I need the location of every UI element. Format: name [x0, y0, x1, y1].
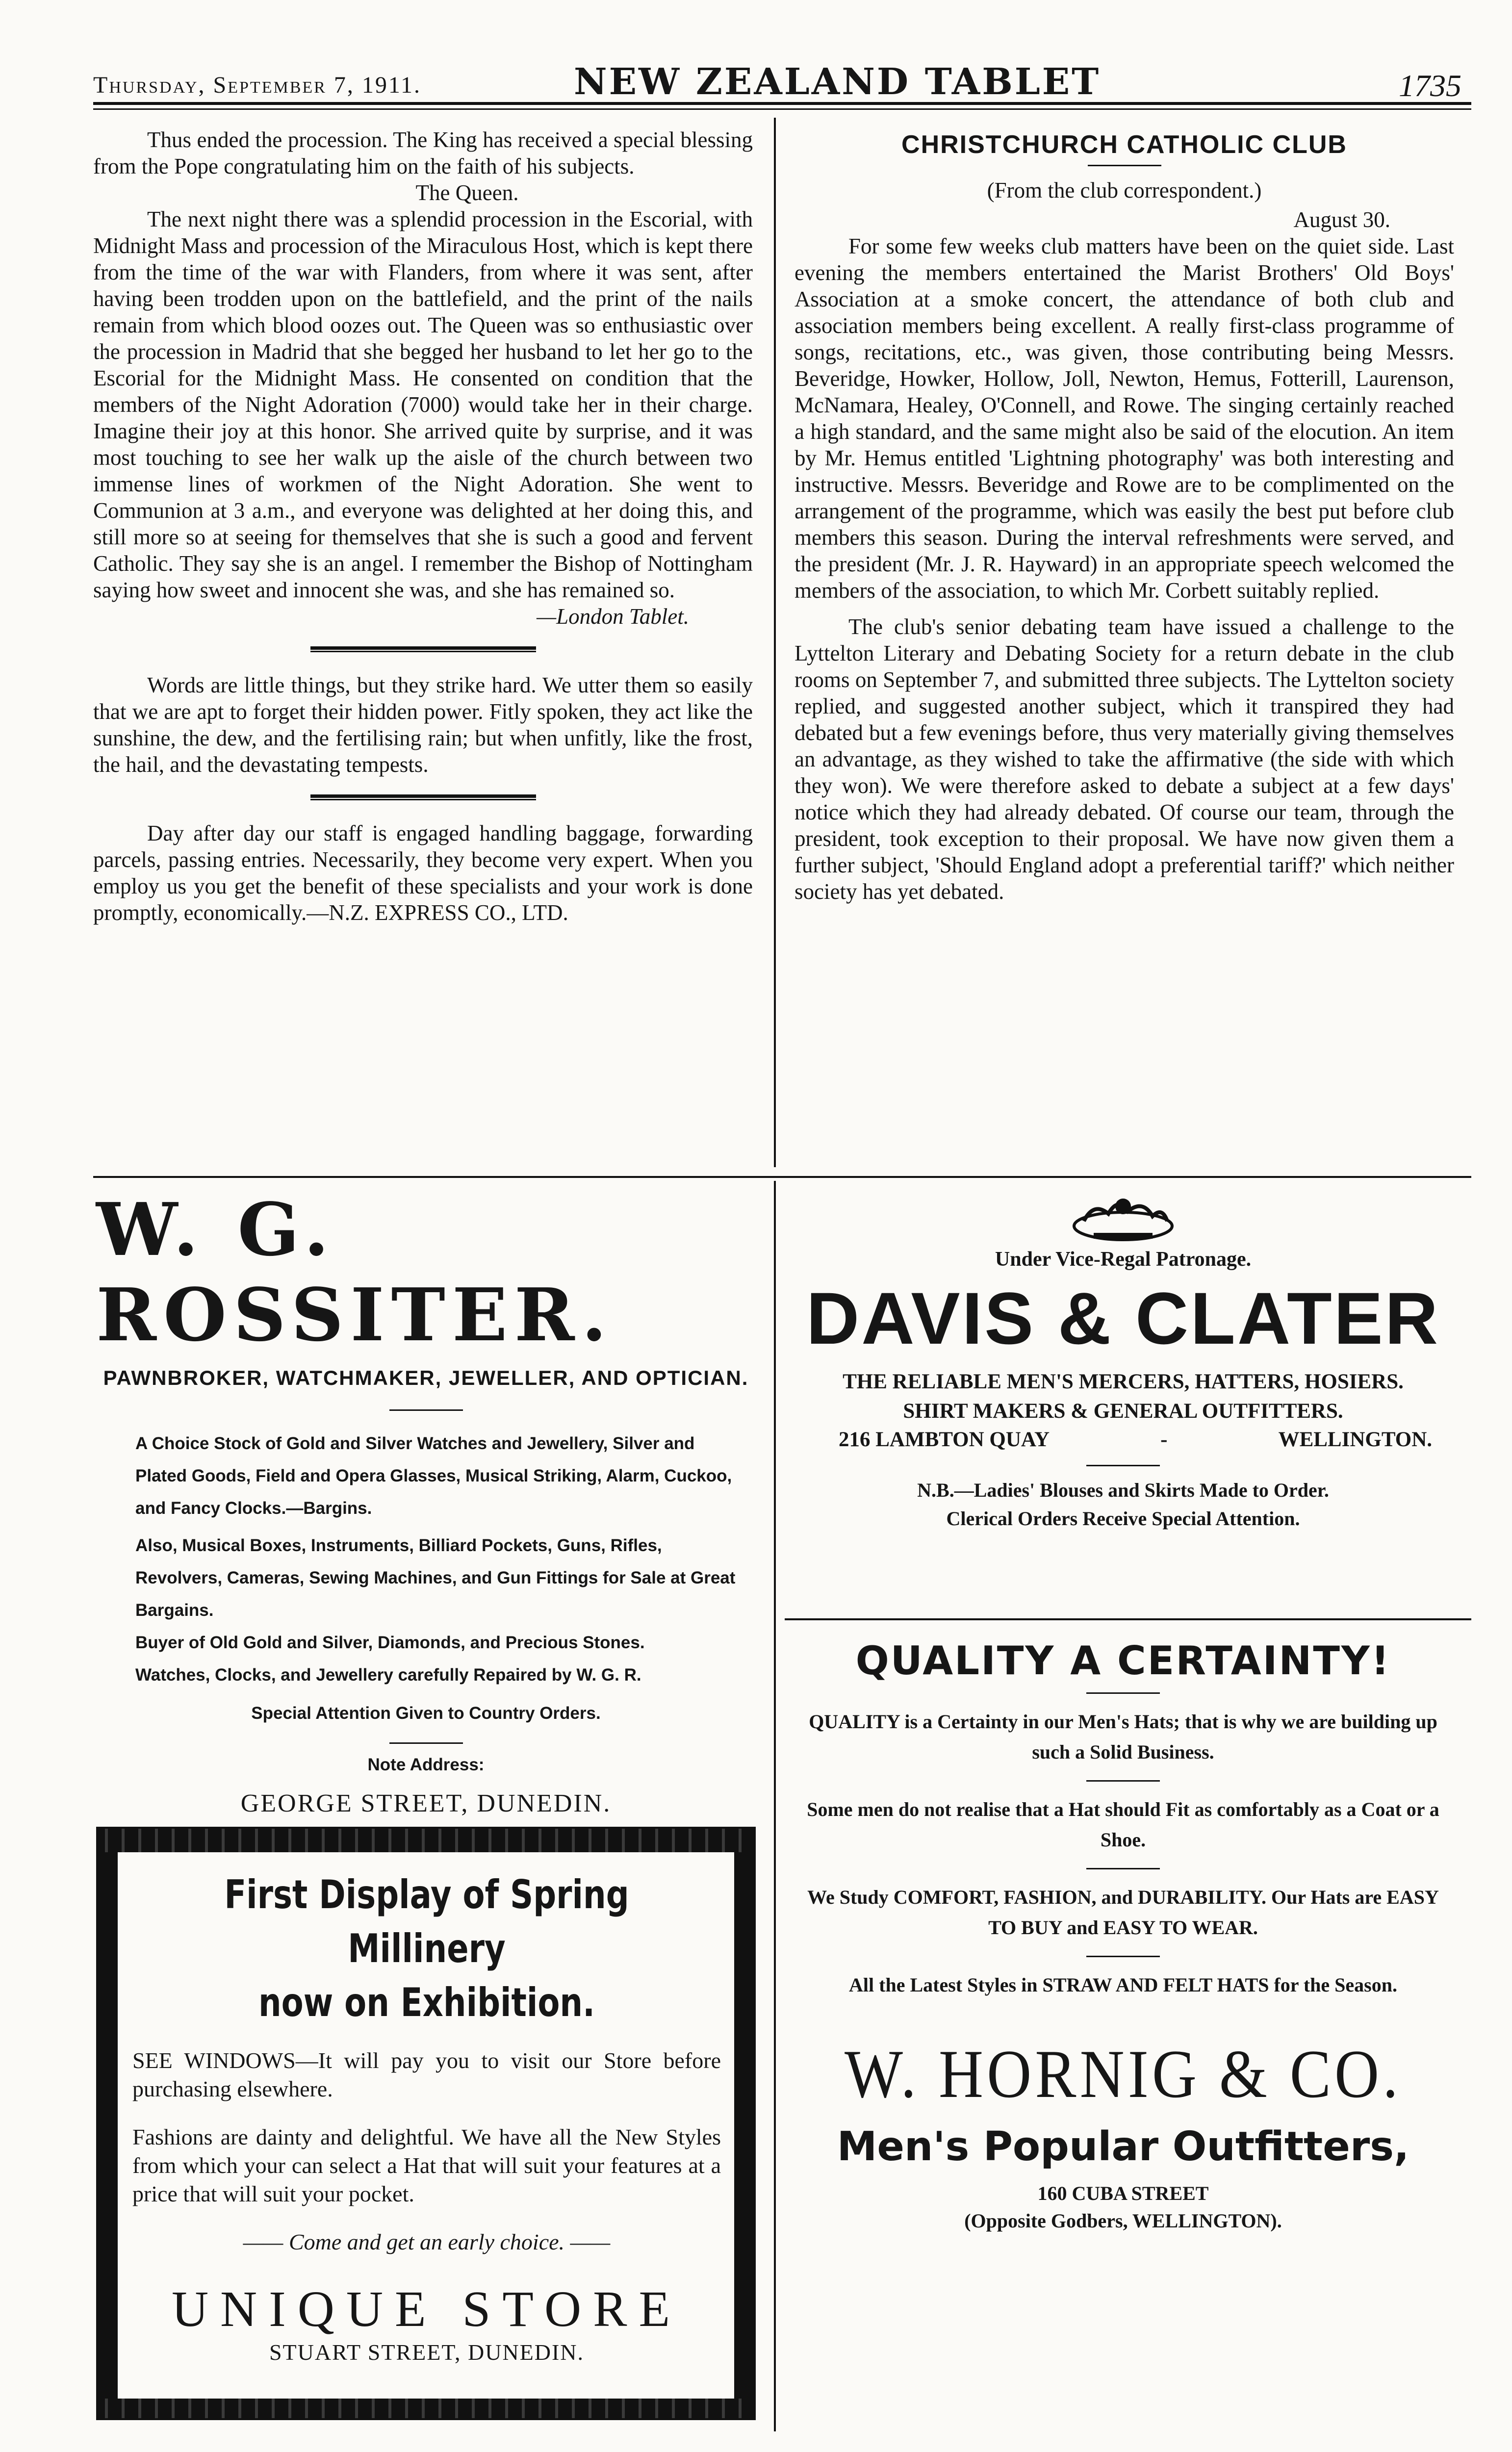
rossiter-also: Also, Musical Boxes, Instruments, Billiard Pockets, Guns, Rifles, Revolvers, Cameras, Sewing Machines, and Gun Fittings for Sale at Great Bargains.	[135, 1536, 736, 1620]
issue-date: Thursday, September 7, 1911.	[93, 72, 422, 98]
column-divider	[774, 118, 776, 1167]
ad-rule	[389, 1742, 463, 1744]
store-name: UNIQUE STORE	[171, 2281, 682, 2337]
header-rule	[93, 102, 1471, 110]
newspaper-title: NEW ZEALAND TABLET	[574, 61, 1101, 103]
davis-address	[794, 1427, 1452, 1453]
davis-name: DAVIS & CLATER	[806, 1277, 1440, 1359]
hornig-street: 160 CUBA STREET	[1037, 2182, 1209, 2204]
border-bar	[734, 1852, 754, 2401]
section-separator	[310, 794, 536, 800]
article-paragraph: Thus ended the procession. The King has received a special blessing from the Pope congratulating him on the faith of his subjects.	[93, 128, 753, 179]
davis-nb: N.B.—Ladies' Blouses and Skirts Made to Order.	[917, 1479, 1329, 1501]
express-paragraph: Day after day our staff is engaged handling baggage, forwarding parcels, passing entries. Necessarily, they become very expert. When you employ us you get the benefit of these specialists and your work is done promptly, economically.—N.Z. EXPRESS CO., LTD.	[93, 821, 753, 925]
quality-title: QUALITY A CERTAINTY!	[855, 1638, 1391, 1684]
club-heading: CHRISTCHURCH CATHOLIC CLUB	[901, 130, 1347, 159]
ad-rule	[1086, 1465, 1160, 1466]
right-column	[794, 131, 1454, 905]
millinery-fashions: Fashions are dainty and delightful. We have all the New Styles from which your can select a Hat that will suit your features at a price that will suit your pocket.	[132, 2124, 721, 2206]
address-dash: -	[1160, 1428, 1168, 1451]
club-paragraph: For some few weeks club matters have been on the quiet side. Last evening the members entertained the Marist Brothers' Old Boys' Association at a smoke concert, the attendance of both club and association members being excellent. A really first-class programme of songs, recitations, etc., was given, those contributing being Messrs. Beveridge, Howker, Hollow, Joll, Newton, Hemus, Fotterill, Laurenson, McNamara, Healey, O'Connell, and Rowe. The singing certainly reached a high standard, and the same might also be said of the elocution. An item by Mr. Hemus entitled 'Lightning photography' was both interesting and instructive. Messrs. Beveridge and Rowe are to be complimented on the arrangement of the programme, which was easily the best put before club members this season. During the interval refreshments were served, and the president (Mr. J. R. Hayward) in an appropriate speech welcomed the members of the association, to which Mr. Corbett suitably replied.	[794, 234, 1454, 603]
millinery-windows: SEE WINDOWS—It will pay you to visit our Store before purchasing elsewhere.	[132, 2048, 721, 2101]
rossiter-trade: PAWNBROKER, WATCHMAKER, JEWELLER, AND OPTICIAN.	[103, 1366, 749, 1389]
club-source: (From the club correspondent.)	[987, 178, 1262, 203]
page-number: 1735	[1399, 68, 1461, 103]
ads-top-rule	[93, 1176, 1471, 1178]
article-credit: —London Tablet.	[537, 604, 689, 629]
millinery-advert	[96, 1827, 756, 2420]
hornig-tagline: Men's Popular Outfitters,	[837, 2123, 1409, 2170]
address-street: 216 LAMBTON QUAY	[839, 1428, 1050, 1451]
heading-rule	[1088, 165, 1161, 166]
section-separator	[310, 646, 536, 652]
millinery-title: First Display of Spring Millinery	[224, 1872, 629, 1971]
border-bar	[98, 2399, 754, 2418]
quality-para: QUALITY is a Certainty in our Men's Hats; that is why we are building up such a Solid Business.	[809, 1711, 1437, 1763]
crest-icon	[1064, 1192, 1182, 1246]
hornig-name: W. HORNIG & CO.	[845, 2036, 1402, 2112]
davis-clerical: Clerical Orders Receive Special Attention.	[946, 1507, 1300, 1530]
rossiter-stock: A Choice Stock of Gold and Silver Watches and Jewellery, Silver and Plated Goods, Field and Opera Glasses, Musical Striking, Alarm, Cuckoo, and Fancy Clocks.—Bargins.	[135, 1434, 732, 1518]
ad-rule	[1086, 1780, 1160, 1782]
ad-rule	[389, 1409, 463, 1411]
styles-para: All the Latest Styles in STRAW AND FELT HATS for the Season.	[849, 1974, 1397, 1996]
words-paragraph: Words are little things, but they strike hard. We utter them so easily that we are apt to forget their hidden power. Fitly spoken, they act like the sunshine, the dew, and the fertilising rain; but when unfitly, like the frost, the hail, and the devastating tempests.	[93, 673, 753, 777]
davis-advert	[794, 1192, 1452, 1533]
patronage: Under Vice-Regal Patronage.	[995, 1248, 1252, 1271]
rossiter-buyer: Buyer of Old Gold and Silver, Diamonds, and Precious Stones.	[135, 1633, 645, 1652]
rossiter-name: W. G. ROSSITER.	[96, 1187, 614, 1357]
article-paragraph: The next night there was a splendid procession in the Escorial, with Midnight Mass and procession of the Miraculous Host, which is kept there from the time of the war with Flanders, from where it was sent, after having been trodden upon on the battlefield, and the print of the nails remain from which blood oozes out. The Queen was so enthusiastic over the procession in Madrid that she begged her husband to let her go to the Escorial for the Midnight Mass. He consented on condition that the members of the Night Adoration (7000) would take her in their charge. Imagine their joy at this honor. She arrived quite by surprise, and it was most touching to see her walk up the aisle of the church between two immense lines of workmen of the Night Adoration. She went to Communion at 3 a.m., and everyone was delighted at her doing this, and still more so at seeing for themselves that she is such a good and fervent Catholic. They say she is an angel. I remember the Bishop of Nottingham saying how sweet and innocent she was, and she has remained so.	[93, 207, 753, 602]
millinery-title: now on Exhibition.	[258, 1980, 595, 2025]
ad-rule	[1086, 1868, 1160, 1869]
hornig-opposite: (Opposite Godbers, WELLINGTON).	[964, 2210, 1282, 2232]
ads-right-rule	[785, 1618, 1471, 1620]
ad-rule	[1086, 1956, 1160, 1957]
rossiter-country: Special Attention Given to Country Orders.	[251, 1704, 601, 1723]
invite-text: Come and get an early choice.	[288, 2229, 565, 2254]
ad-rule	[1086, 1692, 1160, 1694]
address-city: WELLINGTON.	[1278, 1428, 1432, 1451]
rossiter-note: Note Address:	[367, 1755, 485, 1774]
rossiter-advert	[96, 1187, 756, 1818]
rossiter-address: GEORGE STREET, DUNEDIN.	[240, 1789, 612, 1817]
border-bar	[98, 1852, 118, 2401]
hornig-advert	[794, 1638, 1452, 2235]
davis-trade: THE RELIABLE MEN'S MERCERS, HATTERS, HOSIERS.	[843, 1370, 1404, 1393]
comfort-para: We Study COMFORT, FASHION, and DURABILITY. Our Hats are EASY TO BUY and EASY TO WEAR.	[807, 1886, 1439, 1939]
club-date: August 30.	[1293, 207, 1390, 232]
club-paragraph: The club's senior debating team have issued a challenge to the Lyttelton Literary and Debating Society for a return debate in the club rooms on September 7, and submitted three subjects. The Lyttelton society replied, and suggested another subject, which it transpired they had debated but a few evenings before, thus very materially giving themselves an advantage, as they wished to take the affirmative (the side with which they won). We were therefore asked to debate a subject at a few days' notice which they had already debated. Of course our team, through the president, took exception to their proposal. We have now given them a further subject, 'Should England adopt a preferential tariff?' which neither society has yet debated.	[794, 614, 1454, 904]
millinery-invite: —— Come and get an early choice. ——	[243, 2229, 611, 2254]
rossiter-repairs: Watches, Clocks, and Jewellery carefully Repaired by W. G. R.	[135, 1665, 641, 1685]
border-bar	[98, 1829, 754, 1852]
left-column	[93, 127, 753, 926]
article-subheading: The Queen.	[415, 180, 519, 205]
fit-para: Some men do not realise that a Hat should Fit as comfortably as a Coat or a Shoe.	[807, 1798, 1439, 1851]
davis-outfitters: SHIRT MAKERS & GENERAL OUTFITTERS.	[903, 1400, 1343, 1423]
ads-column-divider	[774, 1181, 776, 2431]
store-address: STUART STREET, DUNEDIN.	[269, 2340, 585, 2365]
